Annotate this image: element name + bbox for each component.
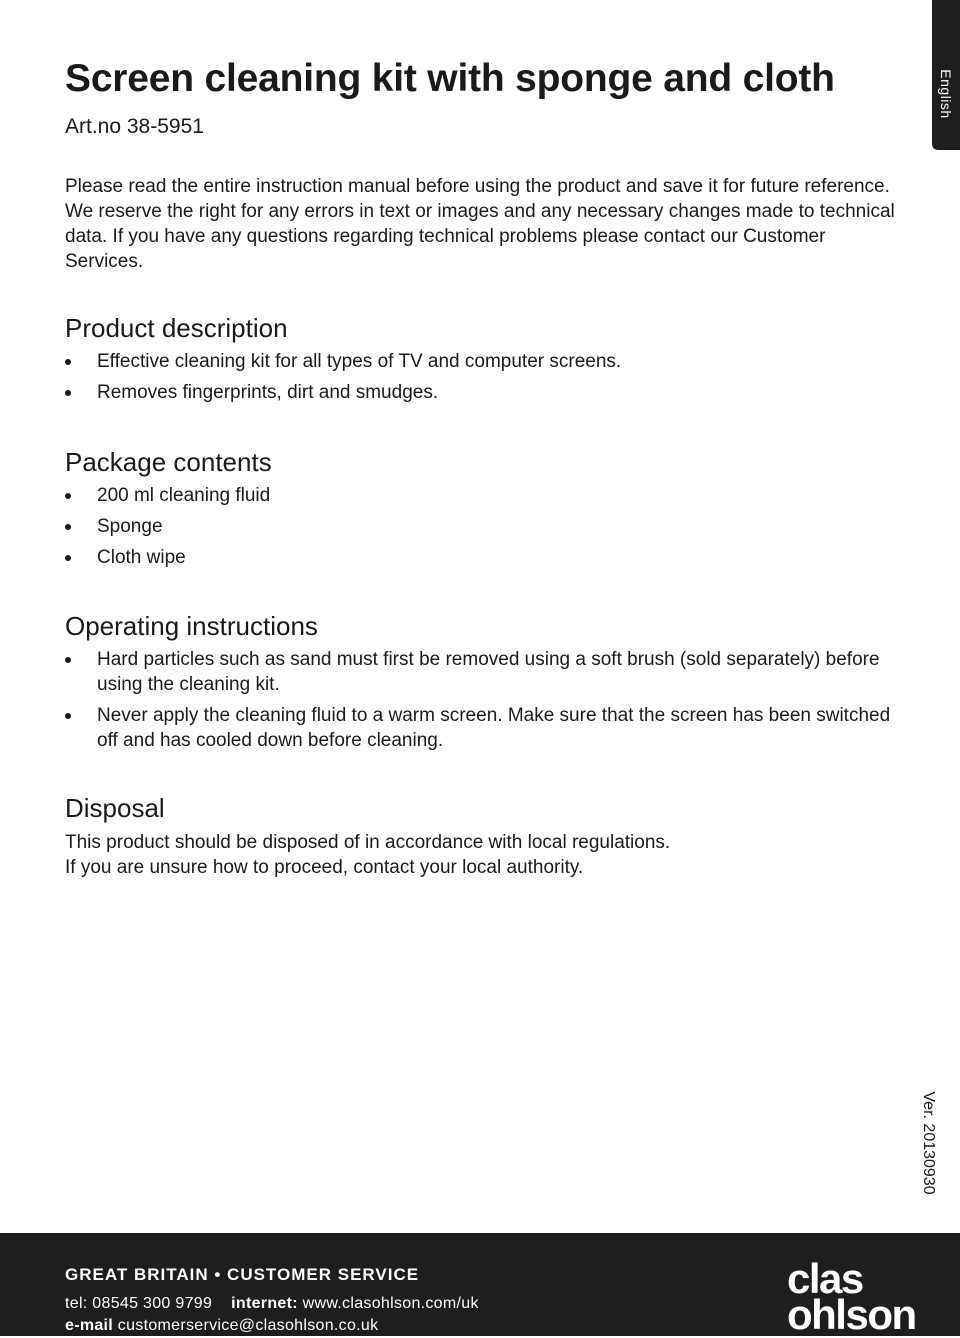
bullet-icon bbox=[65, 359, 71, 365]
version-label: Ver. 20130930 bbox=[920, 1091, 937, 1195]
language-tab bbox=[932, 0, 960, 150]
disposal-line-1: This product should be disposed of in accordance with local regulations. bbox=[65, 832, 671, 853]
intro-paragraph: Please read the entire instruction manual before using the product and save it for future reference. We reserve the right for any errors in text or images and any necessary changes made to technical data. If you have any questions regarding technical problems please contact our Customer Services. bbox=[65, 176, 895, 272]
footer-phone-internet bbox=[65, 1295, 479, 1313]
product-description-list bbox=[65, 349, 895, 411]
list-item: Effective cleaning kit for all types of TV and computer screens. bbox=[65, 349, 895, 374]
language-label: English bbox=[938, 69, 954, 119]
bullet-icon bbox=[65, 493, 71, 499]
operating-instructions-list bbox=[65, 647, 895, 759]
bullet-icon bbox=[65, 524, 71, 530]
bullet-icon bbox=[65, 713, 71, 719]
list-item: Sponge bbox=[65, 514, 895, 539]
list-item: Removes fingerprints, dirt and smudges. bbox=[65, 380, 895, 405]
footer-email bbox=[65, 1317, 378, 1335]
internet-link[interactable]: www.clasohlson.com/uk bbox=[302, 1295, 479, 1312]
article-number: Art.no 38-5951 bbox=[65, 115, 204, 138]
operating-instructions-heading: Operating instructions bbox=[65, 611, 318, 641]
disposal-text bbox=[65, 830, 670, 880]
list-item: Hard particles such as sand must first be removed using a soft brush (sold separately) before using the cleaning kit. bbox=[65, 647, 895, 697]
tel-value[interactable]: 08545 300 9799 bbox=[92, 1295, 213, 1312]
disposal-heading: Disposal bbox=[65, 793, 165, 823]
bullet-icon bbox=[65, 555, 71, 561]
bullet-icon bbox=[65, 657, 71, 663]
clas-ohlson-logo bbox=[787, 1255, 916, 1338]
package-contents-heading: Package contents bbox=[65, 447, 272, 477]
product-description-heading: Product description bbox=[65, 313, 288, 343]
email-label: e-mail bbox=[65, 1317, 114, 1334]
email-link[interactable]: customerservice@clasohlson.co.uk bbox=[117, 1317, 379, 1334]
logo-line-2: ohlson bbox=[787, 1291, 916, 1338]
disposal-line-2: If you are unsure how to proceed, contact your local authority. bbox=[65, 857, 584, 878]
list-item: 200 ml cleaning fluid bbox=[65, 483, 895, 508]
list-item: Cloth wipe bbox=[65, 545, 895, 570]
footer bbox=[0, 1233, 960, 1336]
package-contents-list bbox=[65, 483, 895, 576]
page-title: Screen cleaning kit with sponge and cloth bbox=[65, 57, 835, 100]
tel-label: tel: bbox=[65, 1295, 88, 1312]
list-item: Never apply the cleaning fluid to a warm screen. Make sure that the screen has been switched off and has cooled down before cleaning. bbox=[65, 703, 895, 753]
internet-label: internet: bbox=[231, 1295, 298, 1312]
bullet-icon bbox=[65, 390, 71, 396]
logo-line-1: clas bbox=[787, 1255, 863, 1302]
footer-region: GREAT BRITAIN • CUSTOMER SERVICE bbox=[65, 1265, 420, 1284]
